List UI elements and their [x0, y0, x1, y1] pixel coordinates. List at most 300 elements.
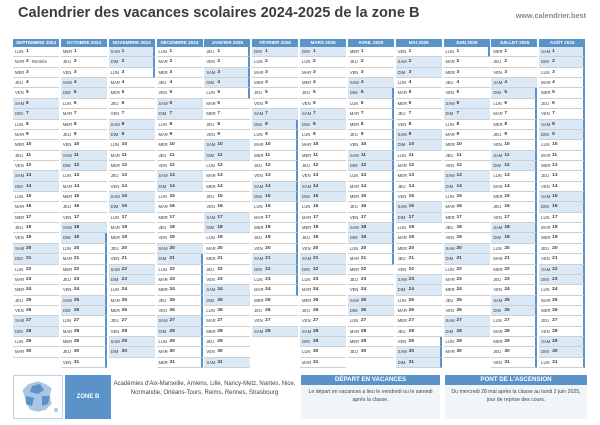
day-number: 12	[26, 162, 32, 168]
day-row	[61, 120, 107, 130]
weekday-label: SAM	[15, 245, 25, 251]
day-row	[300, 285, 346, 295]
day-row	[157, 182, 203, 192]
weekday-label: VEN	[110, 183, 120, 189]
weekday-label: JEU	[158, 225, 167, 231]
day-number: 11	[504, 152, 510, 158]
day-number: 7	[265, 111, 268, 117]
day-number: 14	[552, 183, 558, 189]
weekday-label: MAR	[349, 111, 360, 117]
day-number: 21	[73, 256, 80, 262]
day-row	[61, 68, 107, 78]
weekday-label: SAM	[445, 173, 455, 179]
day-row	[157, 254, 203, 264]
weekday-label: MER	[397, 318, 407, 324]
weekday-label: MER	[158, 142, 168, 148]
day-row	[61, 327, 107, 337]
month-header: DÉCEMBRE 2024	[157, 39, 203, 47]
day-row	[109, 233, 155, 243]
day-number: 17	[73, 214, 80, 220]
day-event: Rentrée	[32, 59, 47, 65]
day-number: 22	[73, 266, 80, 272]
day-number: 6	[73, 100, 77, 106]
day-number: 26	[408, 308, 414, 313]
day-number: 17	[313, 214, 319, 220]
day-number: 3	[408, 69, 412, 75]
day-row	[348, 327, 394, 337]
day-number: 12	[360, 162, 367, 168]
weekday-label: LUN	[302, 131, 311, 137]
day-number: 5	[217, 90, 220, 96]
weekday-label: DIM	[493, 162, 502, 168]
day-number: 28	[408, 328, 414, 334]
day-row	[539, 130, 585, 140]
day-row	[539, 254, 585, 264]
day-row	[300, 327, 346, 337]
day-number: 15	[26, 194, 32, 200]
weekday-label: LUN	[541, 69, 550, 75]
day-row	[396, 192, 442, 202]
weekday-label: VEN	[397, 121, 407, 127]
day-row	[109, 192, 155, 202]
weekday-label: DIM	[254, 194, 262, 200]
weekday-label: MAR	[158, 204, 168, 210]
day-number: 6	[217, 100, 220, 106]
weekday-label: SAM	[397, 276, 407, 282]
day-row	[396, 99, 442, 109]
day-number: 21	[169, 256, 175, 262]
weekday-label: SAM	[541, 49, 551, 54]
day-row	[109, 316, 155, 326]
day-row	[300, 99, 346, 109]
weekday-label: SAM	[541, 339, 551, 345]
day-number: 23	[73, 276, 80, 282]
day-row	[61, 202, 107, 212]
weekday-label: MAR	[15, 204, 25, 210]
day-row	[252, 327, 298, 337]
weekday-label: LUN	[15, 194, 24, 200]
day-number: 28	[121, 328, 127, 334]
day-number: 26	[121, 308, 127, 313]
day-row	[61, 285, 107, 295]
weekday-label: VEN	[493, 214, 502, 220]
day-number: 22	[121, 266, 127, 272]
day-row	[13, 316, 59, 326]
day-number: 23	[217, 276, 223, 282]
day-row	[348, 213, 394, 223]
day-row	[204, 316, 250, 326]
weekday-label: JEU	[541, 100, 550, 106]
day-number: 2	[26, 59, 29, 65]
day-number: 6	[360, 100, 364, 106]
day-row	[444, 171, 490, 181]
day-number: 17	[121, 214, 127, 220]
day-row	[348, 68, 394, 78]
day-row	[13, 337, 59, 347]
day-row	[348, 182, 394, 192]
day-row	[348, 223, 394, 233]
weekday-label: MER	[15, 214, 25, 220]
day-row	[252, 99, 298, 109]
day-row	[61, 192, 107, 202]
day-number: 24	[313, 287, 319, 293]
weekday-label: LUN	[62, 245, 72, 251]
day-row	[539, 306, 585, 316]
day-number: 4	[313, 80, 316, 86]
weekday-label: MER	[254, 80, 264, 86]
day-number: 10	[217, 142, 223, 148]
weekday-label: SAM	[110, 49, 120, 54]
day-number: 4	[73, 80, 77, 86]
day-number: 15	[217, 194, 223, 200]
day-number: 11	[456, 152, 462, 158]
day-row	[157, 275, 203, 285]
day-row	[348, 254, 394, 264]
day-number: 9	[121, 131, 125, 137]
weekday-label: MAR	[302, 214, 312, 220]
weekday-label: LUN	[254, 276, 263, 282]
day-row	[491, 296, 537, 306]
day-row	[491, 78, 537, 88]
day-number: 15	[456, 194, 462, 200]
weekday-label: MER	[62, 194, 73, 200]
day-row	[204, 223, 250, 233]
day-number: 8	[169, 121, 173, 127]
day-number: 13	[169, 173, 175, 179]
weekday-label: DIM	[254, 266, 262, 272]
weekday-label: DIM	[493, 308, 502, 313]
day-row	[157, 327, 203, 337]
day-number: 7	[121, 111, 125, 117]
day-number: 3	[169, 69, 173, 75]
weekday-label: JEU	[445, 152, 454, 158]
day-number: 12	[456, 162, 462, 168]
day-row	[204, 88, 250, 98]
day-row	[109, 171, 155, 181]
day-number: 16	[73, 204, 80, 210]
day-number: 17	[408, 214, 414, 220]
day-row	[444, 244, 490, 254]
day-number: 14	[456, 183, 462, 189]
day-number: 25	[313, 297, 319, 303]
weekday-label: JEU	[15, 225, 23, 231]
day-number: 3	[360, 69, 364, 75]
month-header: MAI 2025	[396, 39, 442, 47]
day-number: 27	[408, 318, 414, 324]
day-row	[13, 285, 59, 295]
day-row	[204, 233, 250, 243]
day-row	[444, 68, 490, 78]
weekday-label: MER	[110, 90, 120, 96]
academies-list: Académies d'Aix-Marseille, Amiens, Lille, Nancy-Metz, Nantes, Nice, Normandie, Orléans-Tours, Reims, Rennes, Strasbourg	[113, 381, 296, 396]
weekday-label: MER	[62, 49, 73, 54]
day-number: 8	[504, 121, 507, 127]
weekday-label: MAR	[349, 256, 360, 262]
weekday-label: JEU	[158, 297, 167, 303]
day-row	[300, 192, 346, 202]
day-number: 29	[504, 339, 510, 345]
day-number: 18	[504, 225, 510, 231]
weekday-label: MER	[493, 121, 503, 127]
day-row	[300, 151, 346, 161]
day-number: 2	[504, 59, 507, 65]
weekday-label: LUN	[110, 214, 120, 220]
day-row	[61, 47, 107, 57]
weekday-label: VEN	[349, 214, 359, 220]
weekday-label: MER	[158, 287, 168, 293]
day-number: 18	[26, 225, 32, 231]
day-row	[109, 327, 155, 337]
weekday-label: VEN	[397, 194, 407, 200]
day-number: 12	[265, 162, 271, 168]
day-number: 12	[408, 162, 414, 168]
day-row	[539, 244, 585, 254]
day-row	[252, 265, 298, 275]
calendar-grid	[13, 39, 587, 371]
day-row	[13, 275, 59, 285]
day-number: 6	[121, 100, 125, 106]
day-number: 24	[456, 287, 462, 293]
day-row	[491, 347, 537, 357]
day-row	[491, 213, 537, 223]
day-number: 21	[26, 256, 32, 262]
weekday-label: MAR	[15, 276, 25, 282]
day-row	[204, 244, 250, 254]
day-row	[61, 109, 107, 119]
day-number: 9	[217, 131, 220, 137]
day-row	[539, 140, 585, 150]
weekday-label: LUN	[541, 214, 550, 220]
weekday-label: MER	[541, 162, 551, 168]
day-number: 26	[313, 308, 319, 313]
day-number: 30	[360, 349, 367, 355]
day-number: 24	[169, 287, 175, 293]
weekday-label: MER	[541, 308, 551, 313]
day-number: 3	[552, 69, 555, 75]
day-number: 23	[360, 276, 367, 282]
weekday-label: SAM	[302, 256, 312, 262]
day-row	[13, 151, 59, 161]
month-header: NOVEMBRE 2024	[109, 39, 155, 47]
day-number: 13	[456, 173, 462, 179]
weekday-label: VEN	[62, 69, 72, 75]
weekday-label: SAM	[158, 173, 168, 179]
day-number: 26	[73, 308, 80, 313]
day-number: 6	[26, 100, 29, 106]
day-row	[252, 202, 298, 212]
day-number: 7	[552, 111, 555, 117]
legend-area	[13, 375, 587, 419]
day-number: 27	[26, 318, 32, 324]
day-row	[300, 140, 346, 150]
weekday-label: JEU	[158, 80, 167, 86]
day-number: 16	[217, 204, 223, 210]
weekday-label: DIM	[397, 359, 406, 365]
day-row	[396, 275, 442, 285]
day-row	[13, 347, 59, 357]
day-number: 18	[73, 225, 80, 231]
month-header: AOÛT 2025	[539, 39, 585, 47]
day-row	[491, 233, 537, 243]
day-number: 14	[360, 183, 367, 189]
day-number: 13	[26, 173, 32, 179]
day-row	[348, 347, 394, 357]
day-number: 4	[408, 80, 412, 86]
month-column	[396, 39, 442, 371]
weekday-label: VEN	[254, 173, 263, 179]
day-row	[204, 202, 250, 212]
weekday-label: MAR	[397, 235, 407, 241]
day-number: 30	[552, 349, 558, 355]
weekday-label: SAM	[158, 318, 168, 324]
weekday-label: MER	[349, 194, 360, 200]
weekday-label: SAM	[110, 266, 120, 272]
day-number: 19	[169, 235, 175, 241]
day-number: 26	[26, 308, 32, 313]
day-number: 21	[313, 256, 319, 262]
weekday-label: MAR	[206, 318, 216, 324]
day-row	[491, 130, 537, 140]
weekday-label: MAR	[254, 69, 264, 75]
day-row	[13, 130, 59, 140]
day-row	[13, 161, 59, 171]
day-row	[61, 223, 107, 233]
day-row	[109, 347, 155, 357]
weekday-label: VEN	[349, 287, 359, 293]
day-row	[539, 265, 585, 275]
weekday-label: VEN	[62, 359, 72, 365]
day-number: 4	[121, 80, 125, 86]
day-row	[300, 182, 346, 192]
weekday-label: LUN	[445, 194, 454, 200]
day-number: 30	[73, 349, 80, 355]
day-row	[444, 120, 490, 130]
day-number: 27	[360, 318, 367, 324]
day-row	[300, 223, 346, 233]
month-header: JUILLET 2025	[491, 39, 537, 47]
day-number: 1	[313, 49, 316, 54]
month-column	[300, 39, 346, 371]
day-row	[252, 57, 298, 67]
day-number: 12	[73, 162, 80, 168]
day-number: 13	[121, 173, 127, 179]
weekday-label: JEU	[445, 297, 454, 303]
day-number: 4	[169, 80, 173, 86]
day-number: 19	[504, 235, 510, 241]
day-number: 15	[265, 194, 271, 200]
day-number: 12	[313, 162, 319, 168]
day-number: 27	[121, 318, 127, 324]
weekday-label: LUN	[445, 266, 454, 272]
day-number: 30	[217, 349, 223, 355]
day-row	[252, 68, 298, 78]
website-link[interactable]: www.calendrier.best	[515, 11, 586, 20]
month-column	[491, 39, 537, 371]
weekday-label: VEN	[493, 142, 502, 148]
day-row	[204, 285, 250, 295]
day-row	[157, 151, 203, 161]
day-row	[252, 171, 298, 181]
day-row	[348, 120, 394, 130]
day-row	[396, 213, 442, 223]
day-number: 1	[26, 49, 29, 54]
weekday-label: DIM	[397, 142, 406, 148]
day-row	[204, 306, 250, 316]
day-number: 28	[26, 328, 32, 334]
weekday-label: LUN	[493, 173, 502, 179]
weekday-label: LUN	[445, 121, 454, 127]
day-number: 2	[121, 59, 125, 65]
day-number: 30	[169, 349, 175, 355]
weekday-label: VEN	[110, 111, 120, 117]
day-number: 18	[456, 225, 462, 231]
month-header: AVRIL 2025	[348, 39, 394, 47]
day-number: 4	[504, 80, 507, 86]
day-row	[109, 337, 155, 347]
day-number: 29	[169, 339, 175, 345]
weekday-label: MAR	[110, 225, 120, 231]
day-row	[109, 151, 155, 161]
day-number: 8	[217, 121, 220, 127]
day-row	[348, 202, 394, 212]
day-number: 22	[504, 266, 510, 272]
day-row	[491, 285, 537, 295]
weekday-label: LUN	[302, 59, 311, 65]
day-number: 27	[552, 318, 558, 324]
day-number: 2	[217, 59, 220, 65]
day-row	[300, 244, 346, 254]
day-row	[491, 140, 537, 150]
day-row	[444, 202, 490, 212]
day-row	[13, 306, 59, 316]
day-number: 4	[217, 80, 220, 86]
day-row	[539, 171, 585, 181]
day-number: 30	[26, 349, 32, 355]
weekday-label: JEU	[493, 204, 502, 210]
month-header: FÉVRIER 2025	[252, 39, 298, 47]
day-number: 29	[26, 339, 32, 345]
day-number: 9	[360, 131, 364, 137]
day-row	[157, 130, 203, 140]
weekday-label: SAM	[349, 152, 359, 158]
weekday-label: MAR	[206, 173, 216, 179]
weekday-label: MER	[254, 297, 264, 303]
weekday-label: VEN	[15, 308, 24, 313]
day-number: 22	[552, 266, 558, 272]
day-number: 26	[504, 308, 510, 313]
day-row	[539, 233, 585, 243]
day-number: 10	[504, 142, 510, 148]
weekday-label: JEU	[302, 308, 310, 313]
day-number: 12	[552, 162, 558, 168]
weekday-label: JEU	[110, 318, 119, 324]
weekday-label: DIM	[206, 225, 215, 231]
day-row	[61, 296, 107, 306]
day-row	[204, 296, 250, 306]
day-number: 3	[265, 69, 268, 75]
weekday-label: JEU	[493, 131, 502, 137]
day-number: 4	[26, 80, 29, 86]
day-number: 21	[408, 256, 414, 262]
weekday-label: DIM	[206, 152, 215, 158]
weekday-label: JEU	[349, 131, 358, 137]
day-number: 11	[169, 152, 175, 158]
day-number: 16	[169, 204, 175, 210]
weekday-label: LUN	[15, 121, 24, 127]
day-number: 19	[408, 235, 414, 241]
day-number: 14	[73, 183, 80, 189]
weekday-label: MER	[62, 266, 73, 272]
